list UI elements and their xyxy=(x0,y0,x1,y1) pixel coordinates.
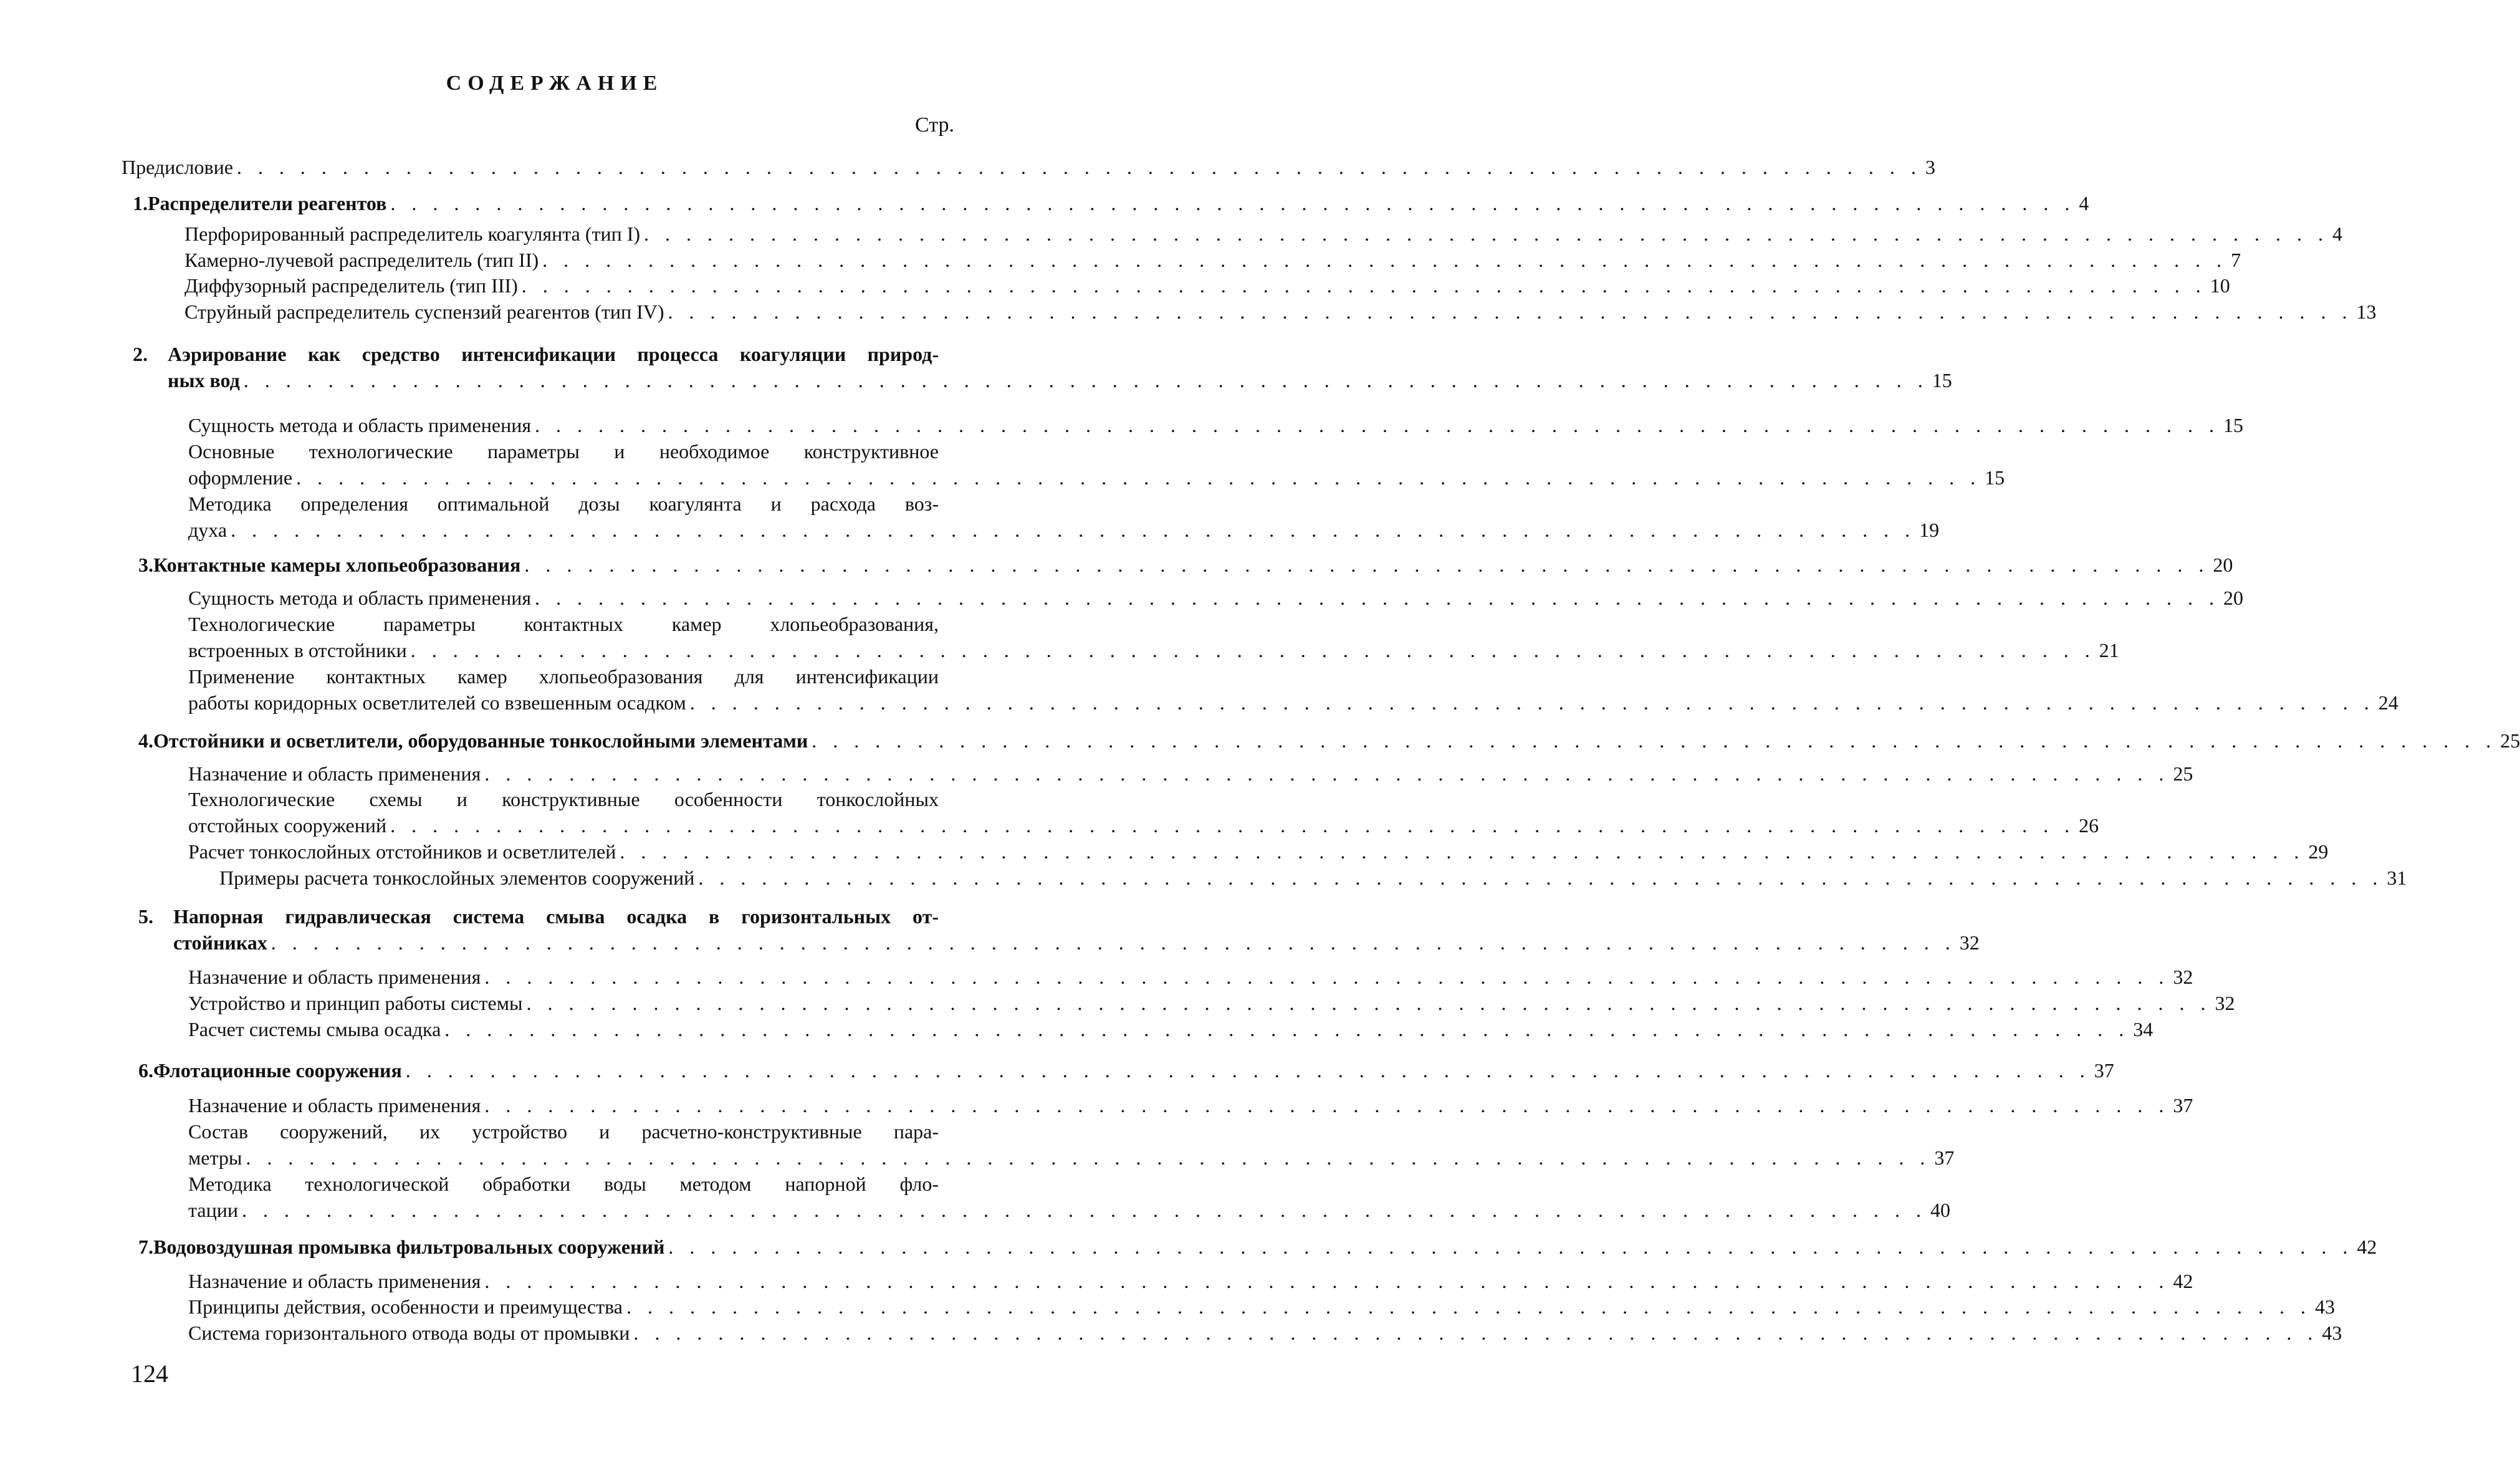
toc-page-number: 26 xyxy=(2079,814,2099,837)
toc-entry-text: Назначение и область применения xyxy=(188,966,481,988)
dot-leader: . . . . . . . . . . . . . . . . . . . . . . . . . . . . . . . . . . . . . . . . . . . . . . . . . . . . . . . . . . . . . . . . . . . . . . . . . . . . . . . . xyxy=(668,300,2353,323)
toc-entry-text: Система горизонтального отвода воды от промывки xyxy=(188,1322,630,1344)
toc-entry-line xyxy=(188,664,939,689)
toc-entry[interactable] xyxy=(188,585,2244,610)
page-column-header: Стр. xyxy=(915,113,955,137)
dot-leader: . . . . . . . . . . . . . . . . . . . . . . . . . . . . . . . . . . . . . . . . . . . . . . . . . . . . . . . . . . . . . . . . . . . . . . . . . . . . . . . . xyxy=(444,1018,2130,1040)
dot-leader: . . . . . . . . . . . . . . . . . . . . . . . . . . . . . . . . . . . . . . . . . . . . . . . . . . . . . . . . . . . . . . . . . . . . . . . . . . . . . . . . xyxy=(644,223,2329,245)
toc-entry-line xyxy=(188,1171,939,1196)
section-number: 1. xyxy=(133,192,148,214)
toc-entry-text: Назначение и область применения xyxy=(188,1270,481,1292)
dot-leader: . . . . . . . . . . . . . . . . . . . . . . . . . . . . . . . . . . . . . . . . . . . . . . . . . . . . . . . . . . . . . . . . . . . . . . . . . . . . . . . . xyxy=(246,1146,1931,1169)
dot-leader: . . . . . . . . . . . . . . . . . . . . . . . . . . . . . . . . . . . . . . . . . . . . . . . . . . . . . . . . . . . . . . . . . . . . . . . . . . . . . . . . xyxy=(390,814,2076,837)
dot-leader: . . . . . . . . . . . . . . . . . . . . . . . . . . . . . . . . . . . . . . . . . . . . . . . . . . . . . . . . . . . . . . . . . . . . . . . . . . . . . . . . xyxy=(620,840,2305,863)
toc-page-number: 37 xyxy=(1934,1146,1955,1169)
toc-page-number: 37 xyxy=(2094,1059,2114,1082)
toc-entry[interactable] xyxy=(188,638,2119,663)
toc-entry-line xyxy=(188,787,939,812)
toc-page-number: 40 xyxy=(1930,1199,1950,1221)
toc-entry-text: Камерно-лучевой распределитель (тип II) xyxy=(184,249,539,271)
toc-entry-line xyxy=(138,904,939,929)
toc-entry-text: Флотационные сооружения xyxy=(153,1059,402,1082)
toc-page-number: 3 xyxy=(1925,156,1935,178)
dot-leader: . . . . . . . . . . . . . . . . . . . . . . . . . . . . . . . . . . . . . . . . . . . . . . . . . . . . . . . . . . . . . . . . . . . . . . . . . . . . . . . . xyxy=(484,1270,2170,1292)
dot-leader: . . . . . . . . . . . . . . . . . . . . . . . . . . . . . . . . . . . . . . . . . . . . . . . . . . . . . . . . . . . . . . . . . . . . . . . . . . . . . . . . xyxy=(812,729,2497,752)
toc-entry-text: Перфорированный распределитель коагулянта (тип I) xyxy=(184,223,641,245)
toc-page-number: 7 xyxy=(2231,249,2241,271)
toc-entry-text: Методика определения оптимальной дозы коагулянта и расхода воз- xyxy=(188,492,939,515)
toc-page-number: 25 xyxy=(2500,729,2520,752)
dot-leader: . . . . . . . . . . . . . . . . . . . . . . . . . . . . . . . . . . . . . . . . . . . . . . . . . . . . . . . . . . . . . . . . . . . . . . . . . . . . . . . . xyxy=(271,931,1956,954)
dot-leader: . . . . . . . . . . . . . . . . . . . . . . . . . . . . . . . . . . . . . . . . . . . . . . . . . . . . . . . . . . . . . . . . . . . . . . . . . . . . . . . . xyxy=(296,466,1981,489)
dot-leader: . . . . . . . . . . . . . . . . . . . . . . . . . . . . . . . . . . . . . . . . . . . . . . . . . . . . . . . . . . . . . . . . . . . . . . . . . . . . . . . . xyxy=(484,966,2170,988)
toc-entry-text: Состав сооружений, их устройство и расчетно-конструктивные пара- xyxy=(188,1120,939,1143)
toc-page-number: 25 xyxy=(2173,762,2193,785)
dot-leader: . . . . . . . . . . . . . . . . . . . . . . . . . . . . . . . . . . . . . . . . . . . . . . . . . . . . . . . . . . . . . . . . . . . . . . . . . . . . . . . . xyxy=(410,639,2096,661)
toc-page-number: 10 xyxy=(2210,274,2230,297)
toc-entry-text: Устройство и принцип работы системы xyxy=(188,992,523,1014)
toc-entry-text: Диффузорный распределитель (тип III) xyxy=(184,274,518,297)
toc-entry[interactable] xyxy=(188,465,2005,490)
dot-leader: . . . . . . . . . . . . . . . . . . . . . . . . . . . . . . . . . . . . . . . . . . . . . . . . . . . . . . . . . . . . . . . . . . . . . . . . . . . . . . . . xyxy=(236,156,1922,178)
section-number: 3. xyxy=(138,554,153,576)
toc-entry[interactable] xyxy=(188,839,2329,864)
toc-page-number: 43 xyxy=(2314,1295,2335,1318)
toc-entry-text: оформление xyxy=(188,466,293,489)
toc-page-number: 15 xyxy=(2223,414,2244,436)
section-number: 6. xyxy=(138,1059,153,1082)
toc-entry[interactable] xyxy=(188,813,2099,838)
toc-entry-text: Основные технологические параметры и необходимое конструктивное xyxy=(188,440,939,463)
toc-section-entry[interactable] xyxy=(138,1234,2377,1259)
section-number: 7. xyxy=(138,1236,153,1258)
toc-page-number: 24 xyxy=(2378,691,2398,714)
toc-entry[interactable] xyxy=(188,1145,1955,1170)
dot-leader: . . . . . . . . . . . . . . . . . . . . . . . . . . . . . . . . . . . . . . . . . . . . . . . . . . . . . . . . . . . . . . . . . . . . . . . . . . . . . . . . xyxy=(626,1295,2311,1318)
toc-section-entry[interactable] xyxy=(138,552,2233,577)
toc-entry-text: метры xyxy=(188,1146,242,1169)
toc-entry-text: Струйный распределитель суспензий реагентов (тип IV) xyxy=(184,300,664,323)
toc-entry-text: Аэрирование как средство интенсификации процесса коагуляции природ- xyxy=(168,343,939,365)
dot-leader: . . . . . . . . . . . . . . . . . . . . . . . . . . . . . . . . . . . . . . . . . . . . . . . . . . . . . . . . . . . . . . . . . . . . . . . . . . . . . . . . xyxy=(668,1236,2354,1258)
page-title: СОДЕРЖАНИЕ xyxy=(446,72,664,95)
toc-entry-text: Методика технологической обработки воды методом напорной фло- xyxy=(188,1173,939,1195)
toc-entry[interactable] xyxy=(188,991,2235,1016)
toc-entry-text: духа xyxy=(188,519,228,541)
toc-entry-text: Назначение и область применения xyxy=(188,1094,481,1117)
dot-leader: . . . . . . . . . . . . . . . . . . . . . . . . . . . . . . . . . . . . . . . . . . . . . . . . . . . . . . . . . . . . . . . . . . . . . . . . . . . . . . . . xyxy=(535,587,2220,609)
toc-entry[interactable] xyxy=(188,964,2193,989)
dot-leader: . . . . . . . . . . . . . . . . . . . . . . . . . . . . . . . . . . . . . . . . . . . . . . . . . . . . . . . . . . . . . . . . . . . . . . . . . . . . . . . . xyxy=(484,762,2170,785)
dot-leader: . . . . . . . . . . . . . . . . . . . . . . . . . . . . . . . . . . . . . . . . . . . . . . . . . . . . . . . . . . . . . . . . . . . . . . . . . . . . . . . . xyxy=(231,519,1916,541)
toc-page-number: 32 xyxy=(2173,966,2193,988)
toc-page-number: 19 xyxy=(1919,519,1940,541)
toc-entry-text: встроенных в отстойники xyxy=(188,639,407,661)
dot-leader: . . . . . . . . . . . . . . . . . . . . . . . . . . . . . . . . . . . . . . . . . . . . . . . . . . . . . . . . . . . . . . . . . . . . . . . . . . . . . . . . xyxy=(524,554,2210,576)
dot-leader: . . . . . . . . . . . . . . . . . . . . . . . . . . . . . . . . . . . . . . . . . . . . . . . . . . . . . . . . . . . . . . . . . . . . . . . . . . . . . . . . xyxy=(542,249,2228,271)
dot-leader: . . . . . . . . . . . . . . . . . . . . . . . . . . . . . . . . . . . . . . . . . . . . . . . . . . . . . . . . . . . . . . . . . . . . . . . . . . . . . . . . xyxy=(526,992,2211,1014)
toc-page-number: 13 xyxy=(2356,300,2377,323)
toc-entry-text: Водовоздушная промывка фильтровальных сооружений xyxy=(153,1236,665,1258)
toc-entry-text: Распределители реагентов xyxy=(148,192,387,214)
toc-entry[interactable] xyxy=(188,1294,2335,1319)
toc-section-entry[interactable] xyxy=(138,728,2520,753)
toc-entry[interactable] xyxy=(188,1093,2193,1118)
dot-leader: . . . . . . . . . . . . . . . . . . . . . . . . . . . . . . . . . . . . . . . . . . . . . . . . . . . . . . . . . . . . . . . . . . . . . . . . . . . . . . . . xyxy=(484,1094,2170,1117)
toc-entry[interactable] xyxy=(188,517,1940,542)
toc-page-number: 15 xyxy=(1985,466,2005,489)
toc-entry-text: Расчет системы смыва осадка xyxy=(188,1018,441,1040)
toc-entry-line xyxy=(188,439,939,464)
toc-entry-text: Назначение и область применения xyxy=(188,762,481,785)
toc-entry-text: Сущность метода и область применения xyxy=(188,587,532,609)
toc-page-number: 31 xyxy=(2387,867,2407,889)
dot-leader: . . . . . . . . . . . . . . . . . . . . . . . . . . . . . . . . . . . . . . . . . . . . . . . . . . . . . . . . . . . . . . . . . . . . . . . . . . . . . . . . xyxy=(243,369,1928,391)
toc-page-number: 4 xyxy=(2079,192,2089,214)
toc-entry[interactable] xyxy=(184,299,2377,324)
toc-entry[interactable] xyxy=(188,1017,2153,1042)
toc-entry-text: Напорная гидравлическая система смыва осадка в горизонтальных от- xyxy=(173,905,939,928)
dot-leader: . . . . . . . . . . . . . . . . . . . . . . . . . . . . . . . . . . . . . . . . . . . . . . . . . . . . . . . . . . . . . . . . . . . . . . . . . . . . . . . . xyxy=(405,1059,2091,1082)
toc-entry[interactable] xyxy=(188,413,2244,438)
toc-page-number: 15 xyxy=(1932,369,1952,391)
toc-page-number: 43 xyxy=(2322,1322,2342,1344)
section-number: 4. xyxy=(138,729,153,752)
toc-entry-text: Технологические схемы и конструктивные особенности тонкослойных xyxy=(188,788,939,810)
toc-entry[interactable] xyxy=(184,247,2241,272)
toc-entry[interactable] xyxy=(188,690,2398,715)
toc-entry[interactable] xyxy=(188,1320,2342,1345)
toc-entry[interactable] xyxy=(122,155,1935,180)
toc-entry-text: работы коридорных осветлителей со взвешенным осадком xyxy=(188,691,686,714)
dot-leader: . . . . . . . . . . . . . . . . . . . . . . . . . . . . . . . . . . . . . . . . . . . . . . . . . . . . . . . . . . . . . . . . . . . . . . . . . . . . . . . . xyxy=(535,414,2220,436)
toc-section-entry[interactable] xyxy=(168,368,1952,393)
toc-entry-text: Отстойники и осветлители, оборудованные тонкослойными элементами xyxy=(153,729,808,752)
toc-entry-text: Принципы действия, особенности и преимущества xyxy=(188,1295,623,1318)
dot-leader: . . . . . . . . . . . . . . . . . . . . . . . . . . . . . . . . . . . . . . . . . . . . . . . . . . . . . . . . . . . . . . . . . . . . . . . . . . . . . . . . xyxy=(390,192,2076,214)
page-number: 124 xyxy=(131,1360,168,1388)
toc-entry-text: Технологические параметры контактных камер хлопьеобразования, xyxy=(188,613,939,635)
toc-entry-text: Примеры расчета тонкослойных элементов сооружений xyxy=(219,867,695,889)
toc-entry-text: Расчет тонкослойных отстойников и осветлителей xyxy=(188,840,616,863)
toc-page-number: 37 xyxy=(2173,1094,2193,1117)
toc-page-number: 20 xyxy=(2223,587,2244,609)
toc-entry-line xyxy=(188,491,939,516)
toc-section-entry[interactable] xyxy=(133,191,2089,216)
toc-section-entry[interactable] xyxy=(138,1058,2114,1083)
dot-leader: . . . . . . . . . . . . . . . . . . . . . . . . . . . . . . . . . . . . . . . . . . . . . . . . . . . . . . . . . . . . . . . . . . . . . . . . . . . . . . . . xyxy=(521,274,2206,297)
toc-entry-text: стойниках xyxy=(173,931,267,954)
toc-page-number: 42 xyxy=(2173,1270,2193,1292)
toc-page-number: 42 xyxy=(2357,1236,2377,1258)
toc-entry-line xyxy=(188,612,939,636)
toc-entry-text: Контактные камеры хлопьеобразования xyxy=(153,554,521,576)
dot-leader: . . . . . . . . . . . . . . . . . . . . . . . . . . . . . . . . . . . . . . . . . . . . . . . . . . . . . . . . . . . . . . . . . . . . . . . . . . . . . . . . xyxy=(698,867,2383,889)
toc-entry-text: отстойных сооружений xyxy=(188,814,387,837)
toc-entry-line xyxy=(133,342,939,367)
toc-page-number: 34 xyxy=(2133,1018,2153,1040)
toc-entry-text: Применение контактных камер хлопьеобразования для интенсификации xyxy=(188,665,939,688)
section-number: 5. xyxy=(138,905,153,928)
section-number: 2. xyxy=(133,343,148,365)
toc-section-entry[interactable] xyxy=(173,930,1980,955)
toc-entry[interactable] xyxy=(188,761,2193,786)
toc-entry[interactable] xyxy=(188,1269,2193,1294)
toc-entry-line xyxy=(188,1119,939,1144)
toc-page-number: 32 xyxy=(1959,931,1980,954)
dot-leader: . . . . . . . . . . . . . . . . . . . . . . . . . . . . . . . . . . . . . . . . . . . . . . . . . . . . . . . . . . . . . . . . . . . . . . . . . . . . . . . . xyxy=(241,1199,1927,1221)
toc-entry-text: ных вод xyxy=(168,369,240,391)
toc-entry-text: Сущность метода и область применения xyxy=(188,414,532,436)
toc-page-number: 29 xyxy=(2308,840,2329,863)
toc-entry-text: тации xyxy=(188,1199,238,1221)
toc-entry[interactable] xyxy=(188,1198,1950,1222)
toc-entry[interactable] xyxy=(184,273,2230,298)
toc-entry[interactable] xyxy=(219,865,2407,890)
toc-page-number: 32 xyxy=(2215,992,2235,1014)
toc-entry[interactable] xyxy=(184,221,2343,246)
toc-page-number: 4 xyxy=(2332,223,2343,245)
toc-entry-text: Предисловие xyxy=(122,156,233,178)
dot-leader: . . . . . . . . . . . . . . . . . . . . . . . . . . . . . . . . . . . . . . . . . . . . . . . . . . . . . . . . . . . . . . . . . . . . . . . . . . . . . . . . xyxy=(689,691,2375,714)
toc-page-number: 20 xyxy=(2213,554,2233,576)
dot-leader: . . . . . . . . . . . . . . . . . . . . . . . . . . . . . . . . . . . . . . . . . . . . . . . . . . . . . . . . . . . . . . . . . . . . . . . . . . . . . . . . xyxy=(633,1322,2319,1344)
toc-page-number: 21 xyxy=(2099,639,2119,661)
